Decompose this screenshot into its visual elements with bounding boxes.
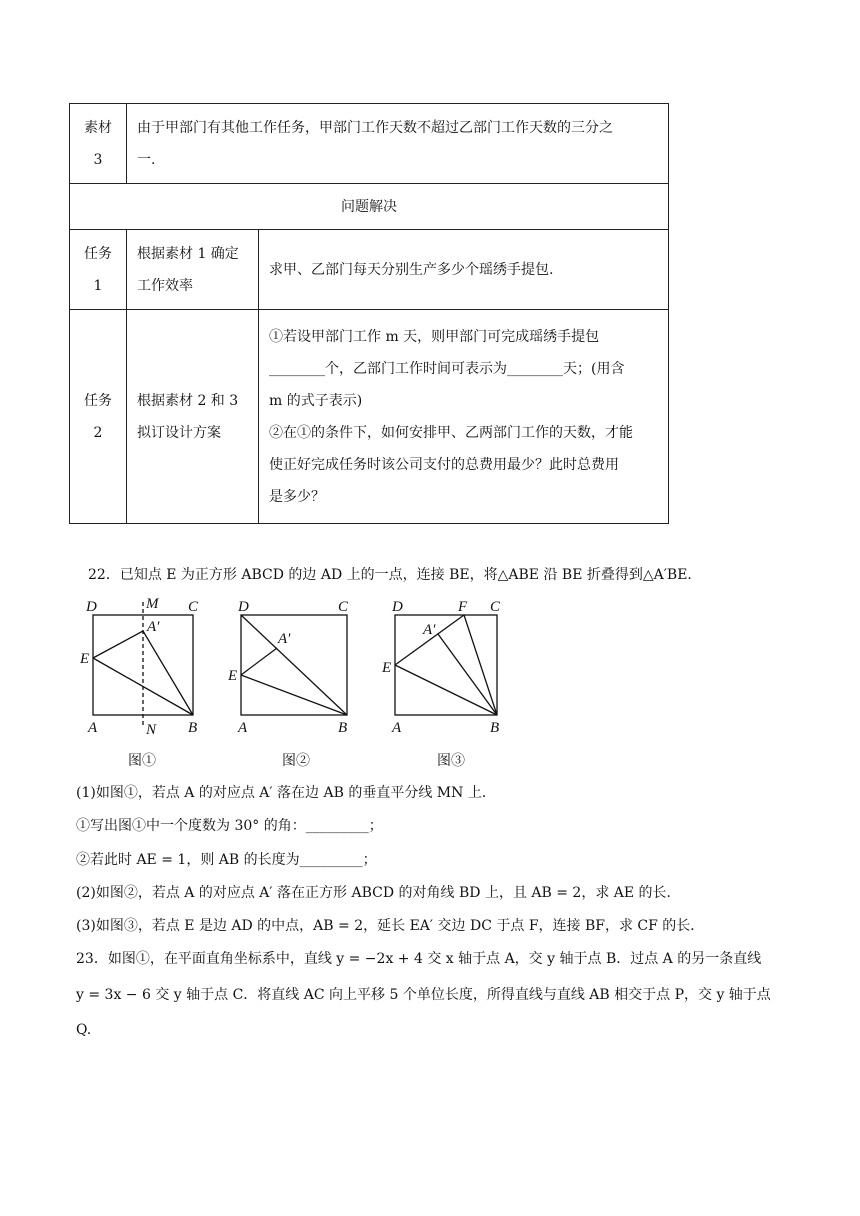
q22-stem: 22．已知点 E 为正方形 ABCD 的边 AD 上的一点，连接 BE，将△ABE 沿 BE 折叠得到△A′BE． [88, 567, 702, 583]
material-3-text [127, 104, 669, 184]
q23-line-3: Q. [76, 1022, 92, 1038]
label-D: D [238, 599, 249, 615]
label-D: D [392, 599, 403, 615]
material-3-line-1: 由于甲部门有其他工作任务，甲部门工作天数不超过乙部门工作天数的三分之 [137, 119, 613, 136]
task-2-sub-line-2: 拟订设计方案 [137, 424, 221, 441]
label-B: B [188, 720, 198, 736]
task-1-sub-line-1: 根据素材 1 确定 [137, 245, 239, 262]
q22-part-2: (2)如图②，若点 A 的对应点 A′ 落在正方形 ABCD 的对角线 BD 上，且 AB = 2，求 AE 的长． [76, 885, 681, 901]
label-A: A [88, 720, 98, 736]
label-M: M [146, 596, 159, 612]
figure-2 [228, 594, 358, 748]
materials-table [69, 103, 669, 524]
row-material-3 [70, 104, 669, 184]
task-2-line: ①若设甲部门工作 m 天，则甲部门可完成瑶绣手提包 [269, 328, 600, 345]
task-2-sub-line-1: 根据素材 2 和 3 [137, 392, 239, 409]
q23-line-1: 23．如图①，在平面直角坐标系中，直线 y = −2x + 4 交 x 轴于点 A，交 y 轴于点 B．过点 A 的另一条直线 [76, 951, 762, 967]
task-2-line: 是多少？ [269, 488, 325, 505]
q23-line-2: y = 3x − 6 交 y 轴于点 C．将直线 AC 向上平移 5 个单位长度，所得直线与直线 AB 相交于点 P，交 y 轴于点 [76, 987, 771, 1003]
task-2-line: 使正好完成任务时该公司支付的总费用最少？此时总费用 [269, 456, 619, 473]
q22-part-1b: ②若此时 AE = 1，则 AB 的长度为_________； [76, 852, 377, 868]
task-2-line: m 的式子表示) [269, 392, 363, 409]
label-B: B [490, 720, 500, 736]
label-D: D [86, 599, 97, 615]
label-E: E [228, 668, 238, 684]
material-3-line-2: 一. [137, 151, 156, 168]
material-3-label: 素材 3 [70, 104, 127, 184]
q22-part-1a: ①写出图①中一个度数为 30° 的角：_________； [76, 818, 383, 834]
task-1-sub-line-2: 工作效率 [137, 277, 193, 294]
task-2-label: 任务 2 [70, 310, 127, 524]
task-1-text: 求甲、乙部门每天分别生产多少个瑶绣手提包. [259, 230, 669, 310]
task-1-sub [127, 230, 259, 310]
task-1-label: 任务 1 [70, 230, 127, 310]
label-N: N [146, 722, 157, 738]
label-A-prime: A′ [423, 622, 436, 638]
label-C: C [188, 599, 199, 615]
q22-part-3: (3)如图③，若点 E 是边 AD 的中点，AB = 2，延长 EA′ 交边 DC 于点 F，连接 BF，求 CF 的长． [76, 918, 705, 934]
label-F: F [458, 599, 468, 615]
label-A-prime: A′ [147, 619, 160, 635]
label-A-prime: A′ [278, 631, 291, 647]
label-A: A [392, 720, 402, 736]
figure-3-caption: 图③ [437, 753, 465, 769]
label-C: C [338, 599, 349, 615]
row-task-1 [70, 230, 669, 310]
q22-part-1: (1)如图①，若点 A 的对应点 A′ 落在边 AB 的垂直平分线 MN 上． [76, 785, 496, 801]
task-2-sub [127, 310, 259, 524]
task-2-line: ②在①的条件下，如何安排甲、乙两部门工作的天数，才能 [269, 424, 633, 441]
row-header [70, 184, 669, 230]
figure-3 [380, 594, 510, 748]
figure-1 [80, 594, 210, 748]
problem-solving-header: 问题解决 [70, 184, 669, 230]
label-C: C [490, 599, 501, 615]
label-E: E [382, 660, 392, 676]
task-2-line: ________个，乙部门工作时间可表示为________天；(用含 [269, 360, 625, 377]
task-2-text [259, 310, 669, 524]
label-A: A [238, 720, 248, 736]
row-task-2 [70, 310, 669, 524]
label-E: E [80, 651, 90, 667]
figure-1-caption: 图① [128, 753, 156, 769]
label-B: B [338, 720, 348, 736]
figure-2-caption: 图② [282, 753, 310, 769]
